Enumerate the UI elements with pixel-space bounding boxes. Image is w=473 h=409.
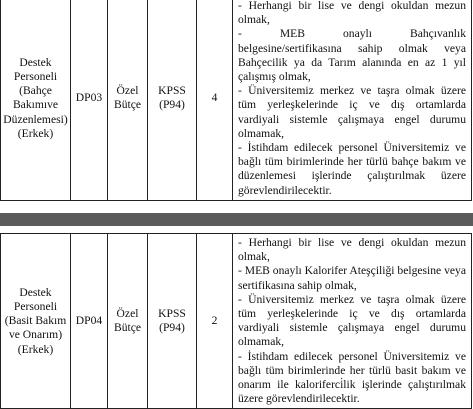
- exam-line: (P94): [159, 98, 185, 112]
- position-table-dp04: [0, 233, 472, 409]
- title-line: (Bahçe: [19, 84, 52, 98]
- title-line: Destek: [19, 285, 52, 299]
- budget-cell: [108, 0, 148, 200]
- requirement-item: - Herhangi bir lise ve dengi okuldan mezun olmak,: [238, 236, 466, 264]
- requirement-item: - İstihdam edilecek personel Üniversitemiz ve bağlı tüm birimlerinde her türlü bahçe bakım ve düzenlemesi işlerinde çalıştırılmak üzere görevlendirilecektir.: [238, 141, 466, 197]
- table-row: [1, 0, 472, 200]
- title-line: (Erkek): [17, 126, 54, 140]
- requirements-cell: [233, 234, 472, 409]
- exam-line: KPSS: [158, 307, 186, 321]
- title-line: (Erkek): [17, 342, 54, 356]
- exam-line: (P94): [159, 321, 185, 335]
- requirement-item: - Herhangi bir lise ve dengi okuldan mezun olmak,: [238, 0, 466, 27]
- requirement-item: - MEB onaylı Kalorifer Ateşçiliği belgesine veya sertifikasına sahip olmak,: [238, 264, 466, 292]
- exam-line: KPSS: [158, 84, 186, 98]
- title-line: ve Onarım): [8, 328, 63, 342]
- exam-cell: [148, 0, 197, 200]
- position-code-cell: DP04: [71, 234, 108, 409]
- table-row: [1, 234, 472, 409]
- requirements-cell: [233, 0, 472, 200]
- requirement-item: - Üniversitemiz merkez ve taşra olmak üzere tüm yerleşkelerinde iç ve dış ortamlarda vardiyali sistemle çalışmaya engel durumu olmamak,: [238, 84, 466, 140]
- title-line: Personeli: [13, 70, 58, 84]
- position-title-cell: [1, 234, 71, 409]
- budget-line: Bütçe: [113, 321, 142, 335]
- budget-line: Özel: [116, 84, 139, 98]
- title-line: (Basit Bakım: [4, 314, 67, 328]
- requirement-item: - İstihdam edilecek personel Üniversitemiz ve bağlı tüm birimlerinde her türlü basit bakım ve onarım ile kaloriferci̇lik işlerinde çalıştırılmak üzere görevlendirilecektir.: [238, 349, 466, 406]
- title-line: Düzenlemesi): [3, 112, 68, 126]
- title-line: Bakımıve: [12, 98, 59, 112]
- budget-line: Özel: [116, 307, 139, 321]
- position-title-cell: [1, 0, 71, 200]
- exam-cell: [148, 234, 197, 409]
- budget-line: Bütçe: [113, 98, 142, 112]
- page-separator: [0, 213, 473, 226]
- budget-cell: [108, 234, 148, 409]
- title-line: Destek: [19, 55, 52, 69]
- requirement-item: - Üniversitemiz merkez ve taşra olmak üzere tüm yerleşkelerinde iç ve dış ortamlarda vardiyali sistemle çalışmaya engel durumu olmamak,: [238, 292, 466, 349]
- position-code-cell: DP03: [71, 0, 108, 200]
- requirement-item: - MEB onaylı Bahçıvanlık belgesine/sertifikasına sahip olmak veya Bahçecilik ya da Tarım alanında en az 1 yıl çalışmış olmak,: [238, 27, 466, 84]
- count-cell: 2: [197, 234, 233, 409]
- title-line: Personeli: [13, 299, 58, 313]
- position-table-dp03: [0, 0, 472, 201]
- count-cell: 4: [197, 0, 233, 200]
